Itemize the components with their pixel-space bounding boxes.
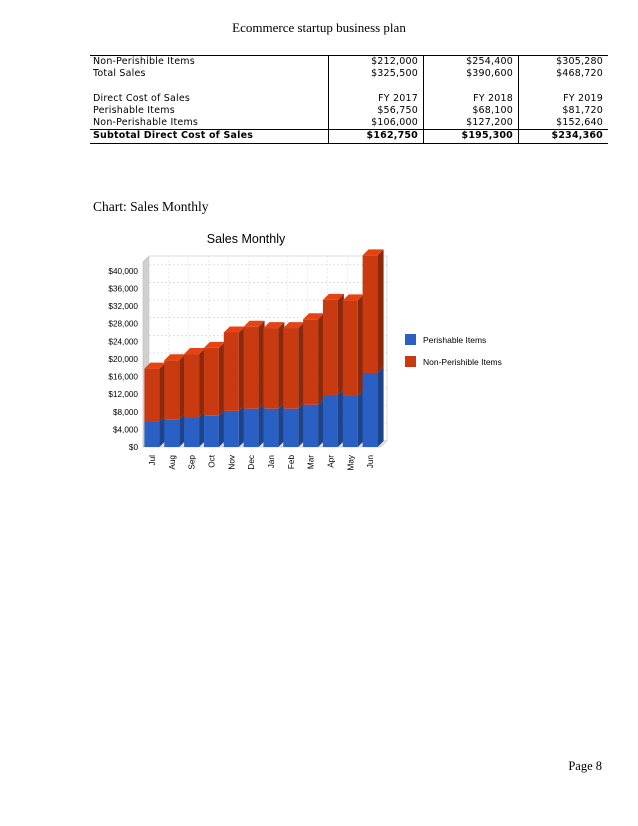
- fy2019-value: $152,640: [519, 117, 609, 130]
- bar-segment: [244, 327, 259, 409]
- bar-segment: [343, 395, 358, 447]
- bar-segment-side: [278, 403, 284, 447]
- fy2017-value: $212,000: [329, 56, 424, 69]
- plot-area: [149, 256, 387, 441]
- bar-segment-side: [159, 415, 165, 447]
- x-tick-label: Feb: [286, 455, 296, 470]
- bar-segment-top: [363, 249, 384, 255]
- legend-label: Perishable Items: [423, 335, 487, 345]
- bar-segment-side: [179, 413, 185, 447]
- bar-segment: [184, 417, 199, 447]
- y-tick-label: $28,000: [108, 319, 138, 329]
- bar-segment: [184, 354, 199, 417]
- bar-segment-side: [199, 411, 205, 447]
- y-tick-label: $20,000: [108, 354, 138, 364]
- y-tick-label: $24,000: [108, 337, 138, 347]
- fy2017-value: $106,000: [329, 117, 424, 130]
- bar-segment: [144, 369, 159, 422]
- fy2018-value: $68,100: [424, 105, 519, 117]
- bar-segment-side: [259, 321, 265, 409]
- bar-segment-side: [278, 322, 284, 409]
- bar-segment-side: [239, 405, 245, 447]
- bar-segment: [164, 360, 179, 419]
- bar-segment: [363, 255, 378, 373]
- x-tick-label: May: [346, 455, 356, 471]
- document-header-title: Ecommerce startup business plan: [232, 20, 406, 35]
- table-row-subtotal: [90, 130, 608, 143]
- bar-segment-side: [358, 294, 364, 395]
- fy2018-header: FY 2018: [424, 93, 519, 105]
- bar-segment-side: [298, 403, 304, 447]
- x-tick-label: Jul: [147, 455, 157, 466]
- bar-segment-side: [318, 313, 324, 404]
- bar-segment: [323, 395, 338, 447]
- row-label: Subtotal Direct Cost of Sales: [90, 130, 329, 143]
- bar-segment: [343, 300, 358, 395]
- row-label: Non-Perishable Items: [93, 117, 199, 129]
- y-tick-label: $40,000: [108, 266, 138, 276]
- fy2018-value: $127,200: [424, 117, 519, 130]
- legend-swatch: [405, 334, 416, 345]
- bar-segment: [303, 319, 318, 404]
- fy2018-value: $390,600: [424, 68, 519, 80]
- x-tick-label: Jun: [366, 455, 376, 469]
- bar-segment-side: [358, 389, 364, 447]
- row-label: Direct Cost of Sales: [93, 92, 191, 104]
- bar-segment-top: [224, 326, 245, 332]
- bar-segment-side: [219, 342, 225, 416]
- bar-segment-side: [378, 249, 384, 373]
- chart-title: Sales Monthly: [206, 232, 286, 246]
- x-tick-label: Aug: [167, 455, 177, 470]
- table-row: [90, 56, 608, 69]
- bar-segment: [263, 409, 278, 447]
- bar-segment-side: [219, 410, 225, 447]
- fy2019-header: FY 2019: [519, 93, 609, 105]
- bar-segment-top: [184, 348, 205, 354]
- fy2019-value: $234,360: [519, 130, 609, 143]
- chart-floor: [143, 441, 387, 447]
- row-label: Non-Perishible Items: [90, 56, 329, 69]
- y-tick-label: $0: [128, 443, 138, 452]
- bar-segment-side: [338, 389, 344, 447]
- bar-segment-top: [204, 342, 225, 348]
- bar-segment-top: [323, 294, 344, 300]
- table-spacer-row: [90, 81, 608, 93]
- page-number: Page 8: [568, 759, 602, 773]
- table-row: [90, 105, 608, 117]
- fy2019-value: $468,720: [519, 68, 609, 80]
- y-tick-label: $36,000: [108, 284, 138, 294]
- bar-segment: [204, 416, 219, 447]
- bar-segment-top: [303, 313, 324, 319]
- x-tick-label: Apr: [326, 455, 336, 468]
- bar-segment: [144, 421, 159, 447]
- x-tick-label: Mar: [306, 455, 316, 470]
- bar-segment: [164, 419, 179, 447]
- bar-segment: [204, 348, 219, 416]
- y-tick-label: $32,000: [108, 302, 138, 312]
- bar-segment: [224, 332, 239, 410]
- bar-segment-top: [283, 322, 304, 328]
- bar-segment: [363, 373, 378, 447]
- row-label: Total Sales: [93, 68, 146, 80]
- fy2017-header: FY 2017: [329, 93, 424, 105]
- bar-segment: [244, 409, 259, 447]
- row-label: Perishable Items: [93, 104, 175, 116]
- bar-segment-top: [144, 363, 165, 369]
- bar-segment-top: [263, 322, 284, 328]
- bar-segment: [323, 300, 338, 395]
- y-tick-label: $4,000: [112, 425, 138, 435]
- table-row: [90, 68, 608, 80]
- bar-segment-top: [244, 321, 265, 327]
- fy2017-value: $56,750: [329, 105, 424, 117]
- bar-segment-side: [159, 363, 165, 422]
- bar-segment: [224, 411, 239, 447]
- chart-side-wall: [143, 256, 149, 447]
- legend-swatch: [405, 356, 416, 367]
- fy2017-value: $325,500: [329, 68, 424, 80]
- x-tick-label: Sep: [187, 455, 197, 470]
- x-tick-label: Dec: [247, 455, 257, 470]
- bar-segment-side: [259, 403, 265, 447]
- bar-segment: [283, 328, 298, 409]
- y-tick-label: $16,000: [108, 372, 138, 382]
- bar-segment-side: [338, 294, 344, 395]
- bar-segment-side: [298, 322, 304, 409]
- y-tick-label: $8,000: [112, 407, 138, 417]
- bar-segment: [283, 409, 298, 447]
- bar-segment-side: [318, 399, 324, 447]
- y-tick-label: $12,000: [108, 390, 138, 400]
- financial-table: [90, 55, 608, 144]
- bar-segment-top: [164, 354, 185, 360]
- fy2018-value: $195,300: [424, 130, 519, 143]
- bar-segment-side: [199, 348, 205, 417]
- table-row: [90, 117, 608, 130]
- bar-segment: [263, 328, 278, 409]
- bar-segment-side: [239, 326, 245, 410]
- bar-segment-top: [343, 294, 364, 300]
- legend-label: Non-Perishible Items: [423, 357, 502, 367]
- x-tick-label: Nov: [227, 455, 237, 470]
- table-row: [90, 93, 608, 105]
- fy2019-value: $305,280: [519, 56, 609, 69]
- fy2018-value: $254,400: [424, 56, 519, 69]
- section-title: Chart: Sales Monthly: [93, 199, 209, 214]
- bar-segment: [303, 405, 318, 447]
- fy2017-value: $162,750: [329, 130, 424, 143]
- x-tick-label: Oct: [207, 455, 217, 468]
- bar-segment-side: [179, 354, 185, 419]
- bar-segment-side: [378, 367, 384, 447]
- x-tick-label: Jan: [266, 455, 276, 469]
- fy2019-value: $81,720: [519, 105, 609, 117]
